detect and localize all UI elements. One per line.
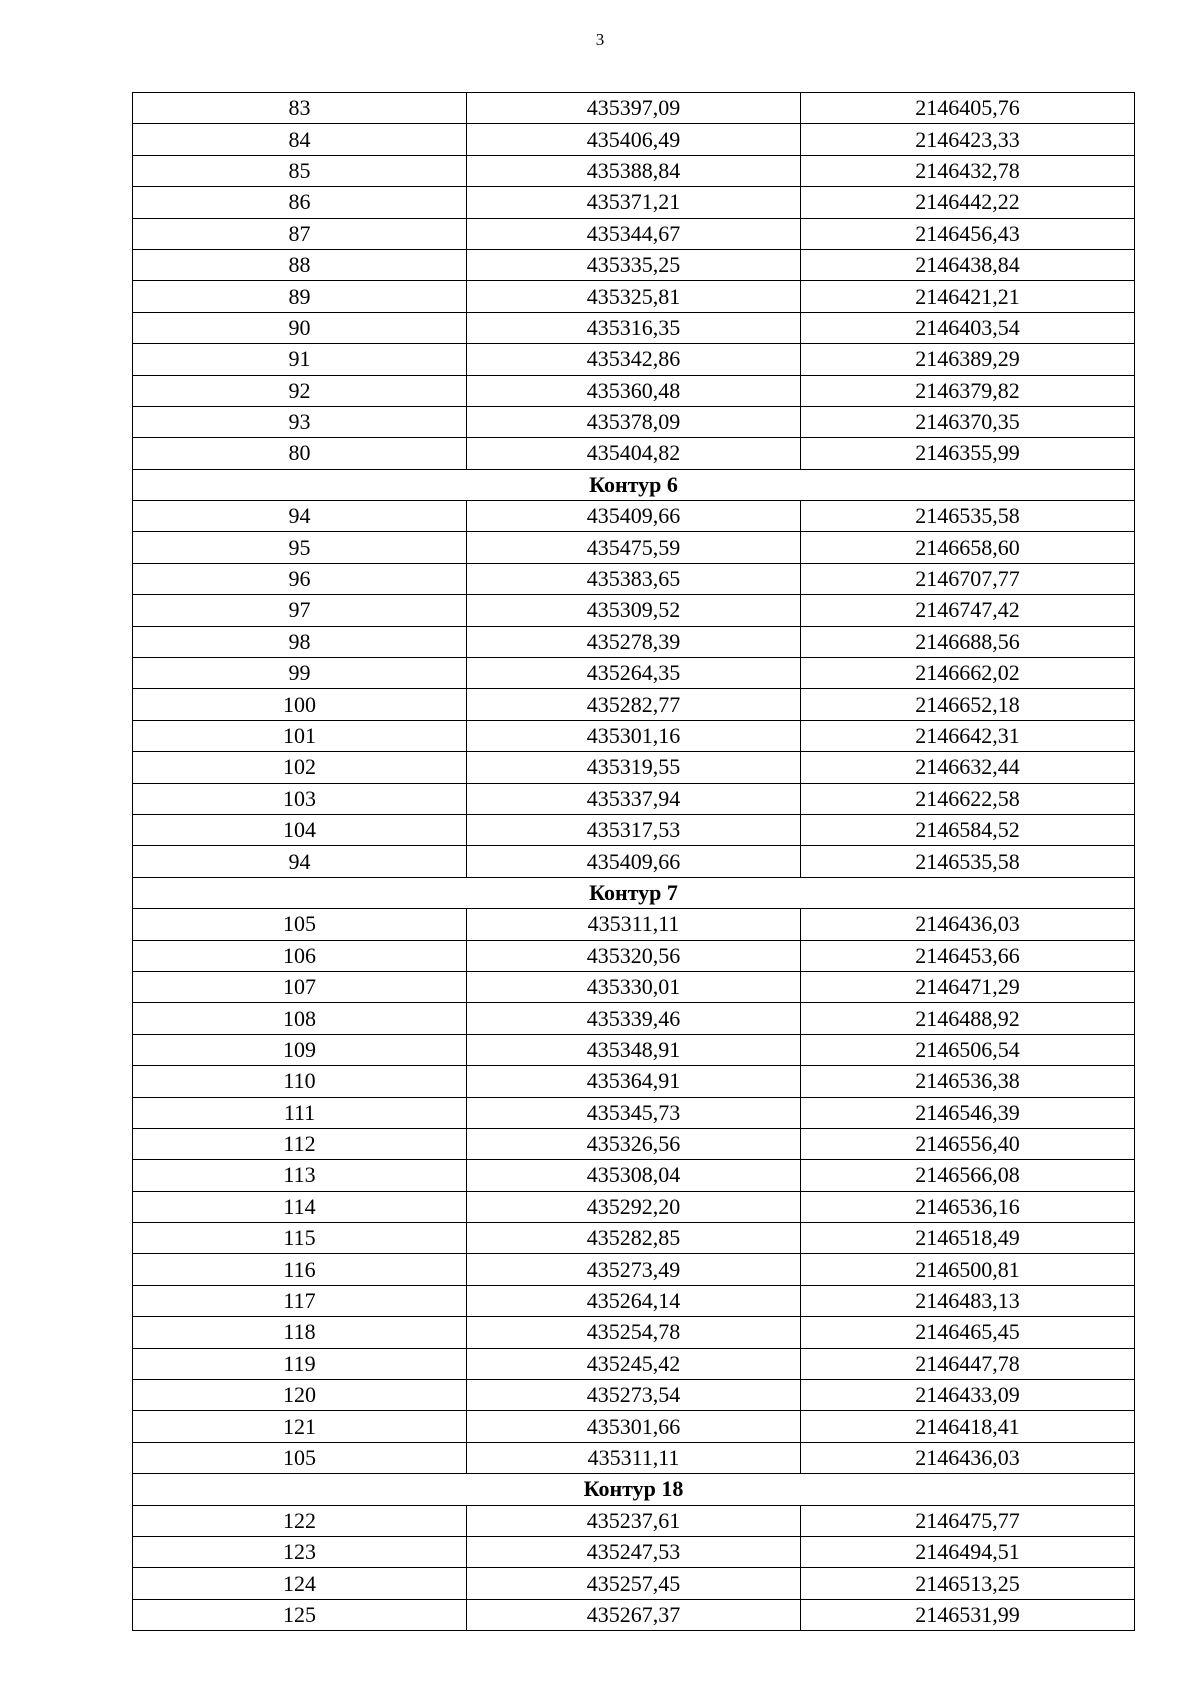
table-row bbox=[133, 1536, 1135, 1567]
point-number-cell: 113 bbox=[133, 1160, 467, 1191]
x-coordinate-cell: 435335,25 bbox=[467, 249, 801, 280]
y-coordinate-cell: 2146370,35 bbox=[801, 406, 1135, 437]
x-coordinate-cell: 435360,48 bbox=[467, 375, 801, 406]
x-coordinate-cell: 435282,77 bbox=[467, 689, 801, 720]
point-number-cell: 101 bbox=[133, 720, 467, 751]
y-coordinate-cell: 2146355,99 bbox=[801, 438, 1135, 469]
point-number-cell: 85 bbox=[133, 155, 467, 186]
table-row bbox=[133, 1254, 1135, 1285]
point-number-cell: 97 bbox=[133, 595, 467, 626]
point-number-cell: 102 bbox=[133, 752, 467, 783]
y-coordinate-cell: 2146652,18 bbox=[801, 689, 1135, 720]
x-coordinate-cell: 435409,66 bbox=[467, 846, 801, 877]
table-row bbox=[133, 93, 1135, 124]
table-row bbox=[133, 344, 1135, 375]
x-coordinate-cell: 435316,35 bbox=[467, 312, 801, 343]
point-number-cell: 108 bbox=[133, 1003, 467, 1034]
x-coordinate-cell: 435273,49 bbox=[467, 1254, 801, 1285]
x-coordinate-cell: 435237,61 bbox=[467, 1505, 801, 1536]
table-row bbox=[133, 155, 1135, 186]
point-number-cell: 90 bbox=[133, 312, 467, 343]
coordinates-table-body bbox=[133, 93, 1135, 1631]
point-number-cell: 86 bbox=[133, 187, 467, 218]
x-coordinate-cell: 435325,81 bbox=[467, 281, 801, 312]
point-number-cell: 87 bbox=[133, 218, 467, 249]
table-row bbox=[133, 1003, 1135, 1034]
table-row bbox=[133, 312, 1135, 343]
point-number-cell: 121 bbox=[133, 1411, 467, 1442]
x-coordinate-cell: 435364,91 bbox=[467, 1066, 801, 1097]
y-coordinate-cell: 2146432,78 bbox=[801, 155, 1135, 186]
y-coordinate-cell: 2146447,78 bbox=[801, 1348, 1135, 1379]
y-coordinate-cell: 2146747,42 bbox=[801, 595, 1135, 626]
table-row bbox=[133, 249, 1135, 280]
x-coordinate-cell: 435317,53 bbox=[467, 814, 801, 845]
x-coordinate-cell: 435319,55 bbox=[467, 752, 801, 783]
point-number-cell: 93 bbox=[133, 406, 467, 437]
point-number-cell: 118 bbox=[133, 1317, 467, 1348]
page-number: 3 bbox=[595, 30, 605, 49]
table-row bbox=[133, 1223, 1135, 1254]
point-number-cell: 115 bbox=[133, 1223, 467, 1254]
table-row bbox=[133, 626, 1135, 657]
y-coordinate-cell: 2146546,39 bbox=[801, 1097, 1135, 1128]
point-number-cell: 94 bbox=[133, 846, 467, 877]
y-coordinate-cell: 2146536,16 bbox=[801, 1191, 1135, 1222]
point-number-cell: 120 bbox=[133, 1380, 467, 1411]
point-number-cell: 88 bbox=[133, 249, 467, 280]
x-coordinate-cell: 435345,73 bbox=[467, 1097, 801, 1128]
y-coordinate-cell: 2146518,49 bbox=[801, 1223, 1135, 1254]
section-header-row bbox=[133, 469, 1135, 500]
x-coordinate-cell: 435388,84 bbox=[467, 155, 801, 186]
x-coordinate-cell: 435267,37 bbox=[467, 1599, 801, 1630]
point-number-cell: 83 bbox=[133, 93, 467, 124]
x-coordinate-cell: 435301,16 bbox=[467, 720, 801, 751]
y-coordinate-cell: 2146418,41 bbox=[801, 1411, 1135, 1442]
table-row bbox=[133, 501, 1135, 532]
x-coordinate-cell: 435311,11 bbox=[467, 1442, 801, 1473]
point-number-cell: 110 bbox=[133, 1066, 467, 1097]
point-number-cell: 98 bbox=[133, 626, 467, 657]
point-number-cell: 105 bbox=[133, 1442, 467, 1473]
y-coordinate-cell: 2146456,43 bbox=[801, 218, 1135, 249]
point-number-cell: 100 bbox=[133, 689, 467, 720]
y-coordinate-cell: 2146556,40 bbox=[801, 1128, 1135, 1159]
x-coordinate-cell: 435404,82 bbox=[467, 438, 801, 469]
x-coordinate-cell: 435326,56 bbox=[467, 1128, 801, 1159]
y-coordinate-cell: 2146632,44 bbox=[801, 752, 1135, 783]
x-coordinate-cell: 435278,39 bbox=[467, 626, 801, 657]
x-coordinate-cell: 435406,49 bbox=[467, 124, 801, 155]
y-coordinate-cell: 2146433,09 bbox=[801, 1380, 1135, 1411]
y-coordinate-cell: 2146389,29 bbox=[801, 344, 1135, 375]
table-row bbox=[133, 1285, 1135, 1316]
table-row bbox=[133, 971, 1135, 1002]
table-row bbox=[133, 532, 1135, 563]
table-row bbox=[133, 814, 1135, 845]
table-row bbox=[133, 909, 1135, 940]
x-coordinate-cell: 435409,66 bbox=[467, 501, 801, 532]
y-coordinate-cell: 2146471,29 bbox=[801, 971, 1135, 1002]
table-row bbox=[133, 281, 1135, 312]
section-header-row bbox=[133, 877, 1135, 908]
y-coordinate-cell: 2146506,54 bbox=[801, 1034, 1135, 1065]
x-coordinate-cell: 435309,52 bbox=[467, 595, 801, 626]
x-coordinate-cell: 435308,04 bbox=[467, 1160, 801, 1191]
y-coordinate-cell: 2146483,13 bbox=[801, 1285, 1135, 1316]
y-coordinate-cell: 2146494,51 bbox=[801, 1536, 1135, 1567]
table-row bbox=[133, 1317, 1135, 1348]
x-coordinate-cell: 435348,91 bbox=[467, 1034, 801, 1065]
table-row bbox=[133, 438, 1135, 469]
point-number-cell: 80 bbox=[133, 438, 467, 469]
x-coordinate-cell: 435342,86 bbox=[467, 344, 801, 375]
table-row bbox=[133, 752, 1135, 783]
point-number-cell: 84 bbox=[133, 124, 467, 155]
point-number-cell: 104 bbox=[133, 814, 467, 845]
table-row bbox=[133, 218, 1135, 249]
table-row bbox=[133, 1442, 1135, 1473]
y-coordinate-cell: 2146405,76 bbox=[801, 93, 1135, 124]
table-row bbox=[133, 1411, 1135, 1442]
x-coordinate-cell: 435264,14 bbox=[467, 1285, 801, 1316]
table-row bbox=[133, 940, 1135, 971]
point-number-cell: 111 bbox=[133, 1097, 467, 1128]
x-coordinate-cell: 435273,54 bbox=[467, 1380, 801, 1411]
table-row bbox=[133, 1380, 1135, 1411]
point-number-cell: 99 bbox=[133, 658, 467, 689]
x-coordinate-cell: 435330,01 bbox=[467, 971, 801, 1002]
point-number-cell: 119 bbox=[133, 1348, 467, 1379]
point-number-cell: 91 bbox=[133, 344, 467, 375]
y-coordinate-cell: 2146423,33 bbox=[801, 124, 1135, 155]
point-number-cell: 125 bbox=[133, 1599, 467, 1630]
point-number-cell: 117 bbox=[133, 1285, 467, 1316]
y-coordinate-cell: 2146688,56 bbox=[801, 626, 1135, 657]
y-coordinate-cell: 2146535,58 bbox=[801, 846, 1135, 877]
y-coordinate-cell: 2146500,81 bbox=[801, 1254, 1135, 1285]
x-coordinate-cell: 435257,45 bbox=[467, 1568, 801, 1599]
table-row bbox=[133, 563, 1135, 594]
y-coordinate-cell: 2146513,25 bbox=[801, 1568, 1135, 1599]
x-coordinate-cell: 435371,21 bbox=[467, 187, 801, 218]
y-coordinate-cell: 2146662,02 bbox=[801, 658, 1135, 689]
y-coordinate-cell: 2146535,58 bbox=[801, 501, 1135, 532]
y-coordinate-cell: 2146379,82 bbox=[801, 375, 1135, 406]
x-coordinate-cell: 435311,11 bbox=[467, 909, 801, 940]
table-row bbox=[133, 658, 1135, 689]
point-number-cell: 116 bbox=[133, 1254, 467, 1285]
point-number-cell: 107 bbox=[133, 971, 467, 1002]
coordinates-table bbox=[132, 92, 1135, 1631]
table-row bbox=[133, 375, 1135, 406]
point-number-cell: 124 bbox=[133, 1568, 467, 1599]
y-coordinate-cell: 2146642,31 bbox=[801, 720, 1135, 751]
section-header-row bbox=[133, 1474, 1135, 1505]
table-row bbox=[133, 720, 1135, 751]
point-number-cell: 123 bbox=[133, 1536, 467, 1567]
y-coordinate-cell: 2146707,77 bbox=[801, 563, 1135, 594]
table-row bbox=[133, 1066, 1135, 1097]
table-row bbox=[133, 783, 1135, 814]
table-row bbox=[133, 187, 1135, 218]
y-coordinate-cell: 2146658,60 bbox=[801, 532, 1135, 563]
point-number-cell: 122 bbox=[133, 1505, 467, 1536]
x-coordinate-cell: 435245,42 bbox=[467, 1348, 801, 1379]
x-coordinate-cell: 435247,53 bbox=[467, 1536, 801, 1567]
x-coordinate-cell: 435320,56 bbox=[467, 940, 801, 971]
y-coordinate-cell: 2146442,22 bbox=[801, 187, 1135, 218]
y-coordinate-cell: 2146438,84 bbox=[801, 249, 1135, 280]
x-coordinate-cell: 435397,09 bbox=[467, 93, 801, 124]
table-row bbox=[133, 406, 1135, 437]
x-coordinate-cell: 435339,46 bbox=[467, 1003, 801, 1034]
table-row bbox=[133, 1160, 1135, 1191]
x-coordinate-cell: 435344,67 bbox=[467, 218, 801, 249]
y-coordinate-cell: 2146453,66 bbox=[801, 940, 1135, 971]
table-row bbox=[133, 124, 1135, 155]
y-coordinate-cell: 2146403,54 bbox=[801, 312, 1135, 343]
table-row bbox=[133, 1097, 1135, 1128]
point-number-cell: 106 bbox=[133, 940, 467, 971]
point-number-cell: 103 bbox=[133, 783, 467, 814]
y-coordinate-cell: 2146421,21 bbox=[801, 281, 1135, 312]
table-row bbox=[133, 1599, 1135, 1630]
section-title: Контур 7 bbox=[133, 877, 1135, 908]
table-row bbox=[133, 689, 1135, 720]
y-coordinate-cell: 2146584,52 bbox=[801, 814, 1135, 845]
y-coordinate-cell: 2146475,77 bbox=[801, 1505, 1135, 1536]
x-coordinate-cell: 435254,78 bbox=[467, 1317, 801, 1348]
table-row bbox=[133, 1128, 1135, 1159]
x-coordinate-cell: 435301,66 bbox=[467, 1411, 801, 1442]
y-coordinate-cell: 2146536,38 bbox=[801, 1066, 1135, 1097]
table-row bbox=[133, 1348, 1135, 1379]
x-coordinate-cell: 435337,94 bbox=[467, 783, 801, 814]
point-number-cell: 109 bbox=[133, 1034, 467, 1065]
y-coordinate-cell: 2146622,58 bbox=[801, 783, 1135, 814]
x-coordinate-cell: 435378,09 bbox=[467, 406, 801, 437]
point-number-cell: 96 bbox=[133, 563, 467, 594]
point-number-cell: 105 bbox=[133, 909, 467, 940]
x-coordinate-cell: 435475,59 bbox=[467, 532, 801, 563]
x-coordinate-cell: 435292,20 bbox=[467, 1191, 801, 1222]
y-coordinate-cell: 2146465,45 bbox=[801, 1317, 1135, 1348]
section-title: Контур 6 bbox=[133, 469, 1135, 500]
y-coordinate-cell: 2146488,92 bbox=[801, 1003, 1135, 1034]
table-row bbox=[133, 846, 1135, 877]
table-row bbox=[133, 1034, 1135, 1065]
x-coordinate-cell: 435264,35 bbox=[467, 658, 801, 689]
y-coordinate-cell: 2146436,03 bbox=[801, 909, 1135, 940]
point-number-cell: 95 bbox=[133, 532, 467, 563]
y-coordinate-cell: 2146531,99 bbox=[801, 1599, 1135, 1630]
table-row bbox=[133, 1568, 1135, 1599]
table-row bbox=[133, 1505, 1135, 1536]
table-row bbox=[133, 595, 1135, 626]
table-row bbox=[133, 1191, 1135, 1222]
y-coordinate-cell: 2146436,03 bbox=[801, 1442, 1135, 1473]
y-coordinate-cell: 2146566,08 bbox=[801, 1160, 1135, 1191]
point-number-cell: 92 bbox=[133, 375, 467, 406]
x-coordinate-cell: 435282,85 bbox=[467, 1223, 801, 1254]
point-number-cell: 112 bbox=[133, 1128, 467, 1159]
point-number-cell: 89 bbox=[133, 281, 467, 312]
x-coordinate-cell: 435383,65 bbox=[467, 563, 801, 594]
section-title: Контур 18 bbox=[133, 1474, 1135, 1505]
point-number-cell: 94 bbox=[133, 501, 467, 532]
point-number-cell: 114 bbox=[133, 1191, 467, 1222]
